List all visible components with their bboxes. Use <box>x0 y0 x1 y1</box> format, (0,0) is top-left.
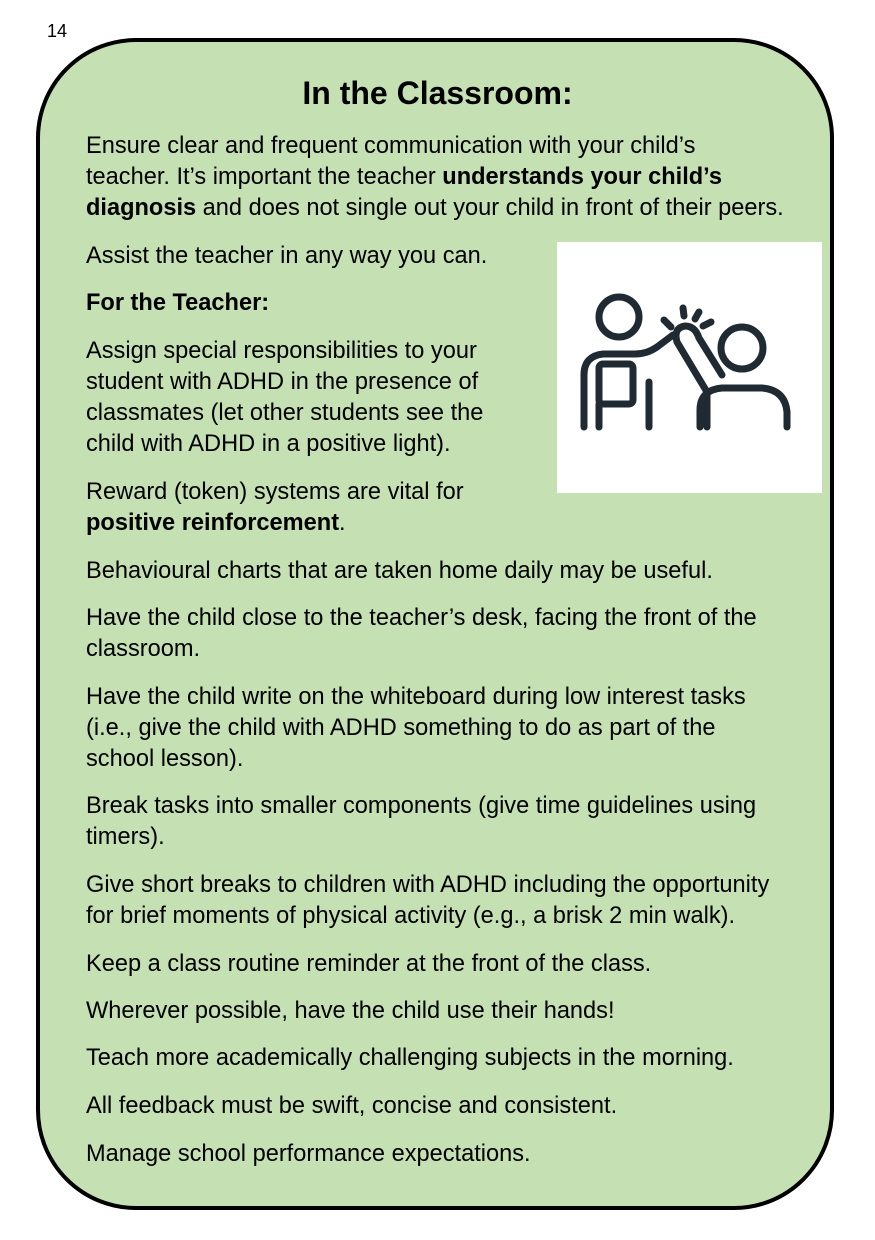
tip-paragraph <box>86 791 756 853</box>
paragraph-line: Have the child close to the teacher’s desk, facing the front of the <box>86 605 757 631</box>
tip-paragraph: Wherever possible, have the child use their hands! <box>86 998 615 1024</box>
intro-emphasis: understands your child’s <box>442 164 722 190</box>
paragraph-line: timers). <box>86 824 165 850</box>
for-teacher-heading: For the Teacher: <box>86 290 270 316</box>
paragraph-line: Behavioural charts that are taken home daily may be useful. <box>86 558 713 584</box>
paragraph-line: student with ADHD in the presence of <box>86 369 479 395</box>
reward-paragraph <box>86 477 464 539</box>
tip-paragraph <box>86 556 713 587</box>
paragraph-line: Break tasks into smaller components (give time guidelines using <box>86 793 757 819</box>
tip-paragraph: Teach more academically challenging subjects in the morning. <box>86 1045 734 1071</box>
paragraph-line: Assign special responsibilities to your <box>86 338 477 364</box>
intro-paragraph <box>86 131 784 224</box>
page-title: In the Classroom: <box>302 75 573 111</box>
paragraph-line: child with ADHD in a positive light). <box>86 431 451 457</box>
paragraph-line: classmates (let other students see the <box>86 400 484 426</box>
paragraph-line: Have the child write on the whiteboard during low interest tasks <box>86 684 746 710</box>
tip-paragraph <box>86 682 746 775</box>
intro-text: and does not single out your child in front of their peers. <box>196 195 784 221</box>
reward-emphasis: positive reinforcement <box>86 510 340 536</box>
paragraph-line: Give short breaks to children with ADHD including the opportunity <box>86 872 770 898</box>
responsibilities-paragraph <box>86 336 483 460</box>
paragraph-line: school lesson). <box>86 746 244 772</box>
paragraph-line: classroom. <box>86 636 201 662</box>
intro-text: Ensure clear and frequent communication with your child’s <box>86 133 696 159</box>
tip-paragraph: Manage school performance expectations. <box>86 1141 531 1167</box>
tip-paragraph <box>86 603 757 665</box>
page-number: 14 <box>47 21 68 41</box>
tip-paragraph: All feedback must be swift, concise and consistent. <box>86 1093 618 1119</box>
intro-emphasis: diagnosis <box>86 195 197 221</box>
paragraph-line: (i.e., give the child with ADHD something to do as part of the <box>86 715 716 741</box>
tip-paragraph <box>86 870 769 932</box>
paragraph-line: for brief moments of physical activity (e.g., a brisk 2 min walk). <box>86 903 736 929</box>
intro-text: teacher. It’s important the teacher <box>86 164 443 190</box>
reward-end: . <box>339 510 346 536</box>
paragraph-line: Reward (token) systems are vital for <box>86 479 464 505</box>
teacher-student-high-five-icon <box>557 242 822 493</box>
tip-paragraph: Keep a class routine reminder at the front of the class. <box>86 951 652 977</box>
assist-paragraph: Assist the teacher in any way you can. <box>86 243 488 269</box>
